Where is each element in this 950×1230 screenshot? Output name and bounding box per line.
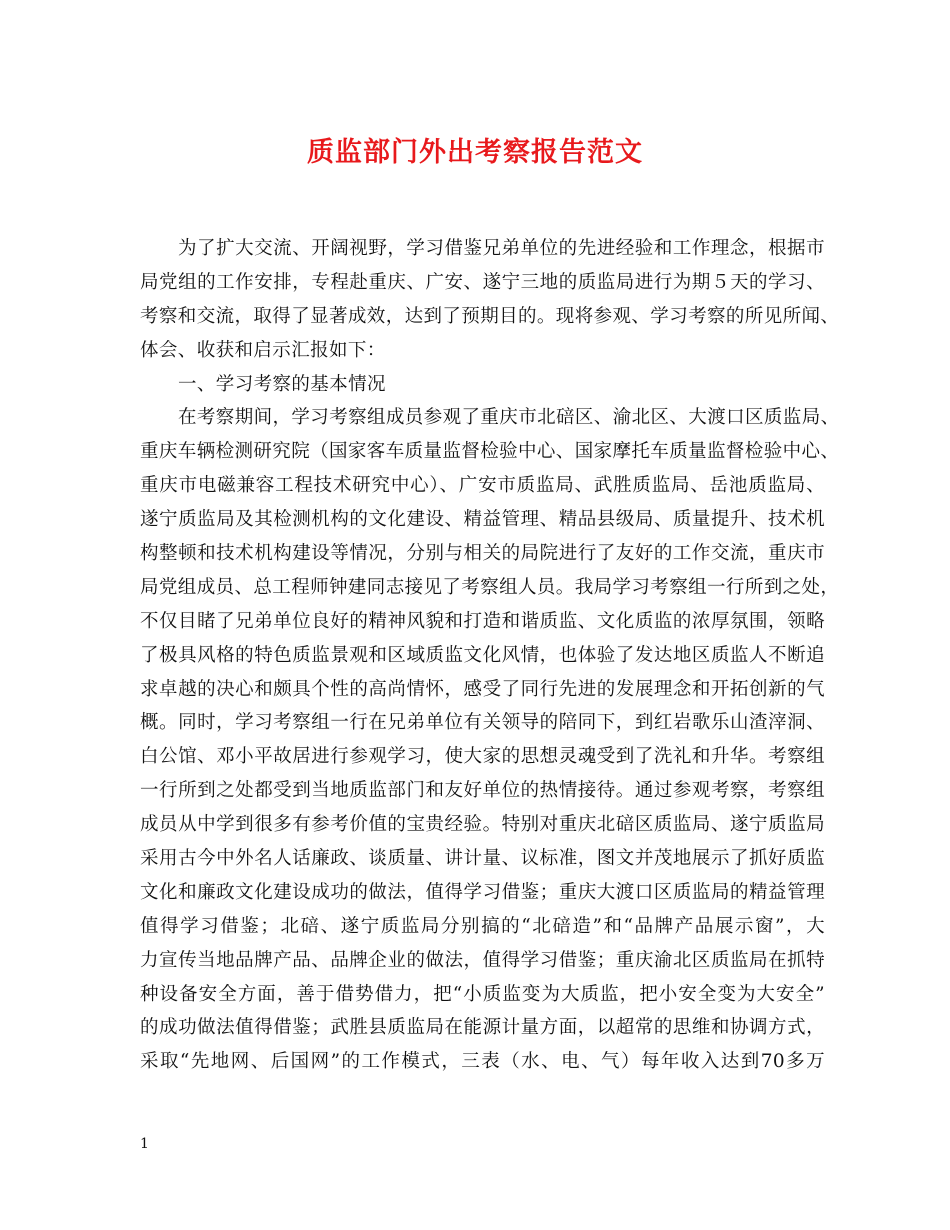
body-line: 体会、收获和启示汇报如下： [140, 339, 386, 361]
body-line: 在考察期间，学习考察组成员参观了重庆市北碚区、渝北区、大渡口区质监局、 [178, 407, 840, 429]
body-line: 力宣传当地品牌产品、品牌企业的做法，值得学习借鉴；重庆渝北区质监局在抓特 [140, 949, 825, 971]
body-line: 种设备安全方面，善于借势借力，把“小质监变为大质监，把小安全变为大安全” [140, 983, 825, 1005]
body-line: 不仅目睹了兄弟单位良好的精神风貌和打造和谐质监、文化质监的浓厚氛围，领略 [140, 610, 825, 632]
body-line: 概。同时，学习考察组一行在兄弟单位有关领导的陪同下，到红岩歌乐山渣滓洞、 [140, 712, 825, 734]
body-line: 求卓越的决心和颇具个性的高尚情怀，感受了同行先进的发展理念和开拓创新的气 [140, 678, 825, 700]
body-line: 成员从中学到很多有参考价值的宝贵经验。特别对重庆北碚区质监局、遂宁质监局 [140, 814, 825, 836]
page-number: 1 [140, 1136, 149, 1152]
body-line: 的成功做法值得借鉴；武胜县质监局在能源计量方面，以超常的思维和协调方式， [140, 1017, 825, 1039]
body-line: 采取“先地网、后国网”的工作模式，三表（水、电、气）每年收入达到70多万 [140, 1051, 825, 1073]
body-line: 文化和廉政文化建设成功的做法，值得学习借鉴；重庆大渡口区质监局的精益管理 [140, 881, 825, 903]
body-line: 局党组的工作安排，专程赴重庆、广安、遂宁三地的质监局进行为期５天的学习、 [140, 271, 825, 293]
document-body [140, 232, 840, 1079]
body-line: 重庆车辆检测研究院（国家客车质量监督检验中心、国家摩托车质量监督检验中心、 [140, 441, 840, 463]
body-line: 白公馆、邓小平故居进行参观学习，使大家的思想灵魂受到了洗礼和升华。考察组 [140, 746, 825, 768]
document-title: 质监部门外出考察报告范文 [307, 137, 643, 168]
body-line: 值得学习借鉴；北碚、遂宁质监局分别搞的“北碚造”和“品牌产品展示窗”，大 [140, 915, 825, 937]
body-line: 为了扩大交流、开阔视野，学习借鉴兄弟单位的先进经验和工作理念，根据市 [178, 238, 825, 259]
body-line: 考察和交流，取得了显著成效，达到了预期目的。现将参观、学习考察的所见所闻、 [140, 305, 840, 327]
body-line: 遂宁质监局及其检测机构的文化建设、精益管理、精品县级局、质量提升、技术机 [140, 509, 825, 531]
section-heading: 一、学习考察的基本情况 [178, 373, 386, 395]
body-line: 了极具风格的特色质监景观和区域质监文化风情，也体验了发达地区质监人不断追 [140, 644, 825, 666]
body-line: 局党组成员、总工程师钟建同志接见了考察组人员。我局学习考察组一行所到之处， [140, 576, 840, 598]
body-line: 采用古今中外名人话廉政、谈质量、讲计量、议标准，图文并茂地展示了抓好质监 [140, 848, 825, 870]
body-line: 重庆市电磁兼容工程技术研究中心）、广安市质监局、武胜质监局、岳池质监局、 [140, 475, 825, 497]
body-line: 构整顿和技术机构建设等情况，分别与相关的局院进行了友好的工作交流，重庆市 [140, 543, 825, 565]
body-line: 一行所到之处都受到当地质监部门和友好单位的热情接待。通过参观考察，考察组 [140, 780, 825, 802]
